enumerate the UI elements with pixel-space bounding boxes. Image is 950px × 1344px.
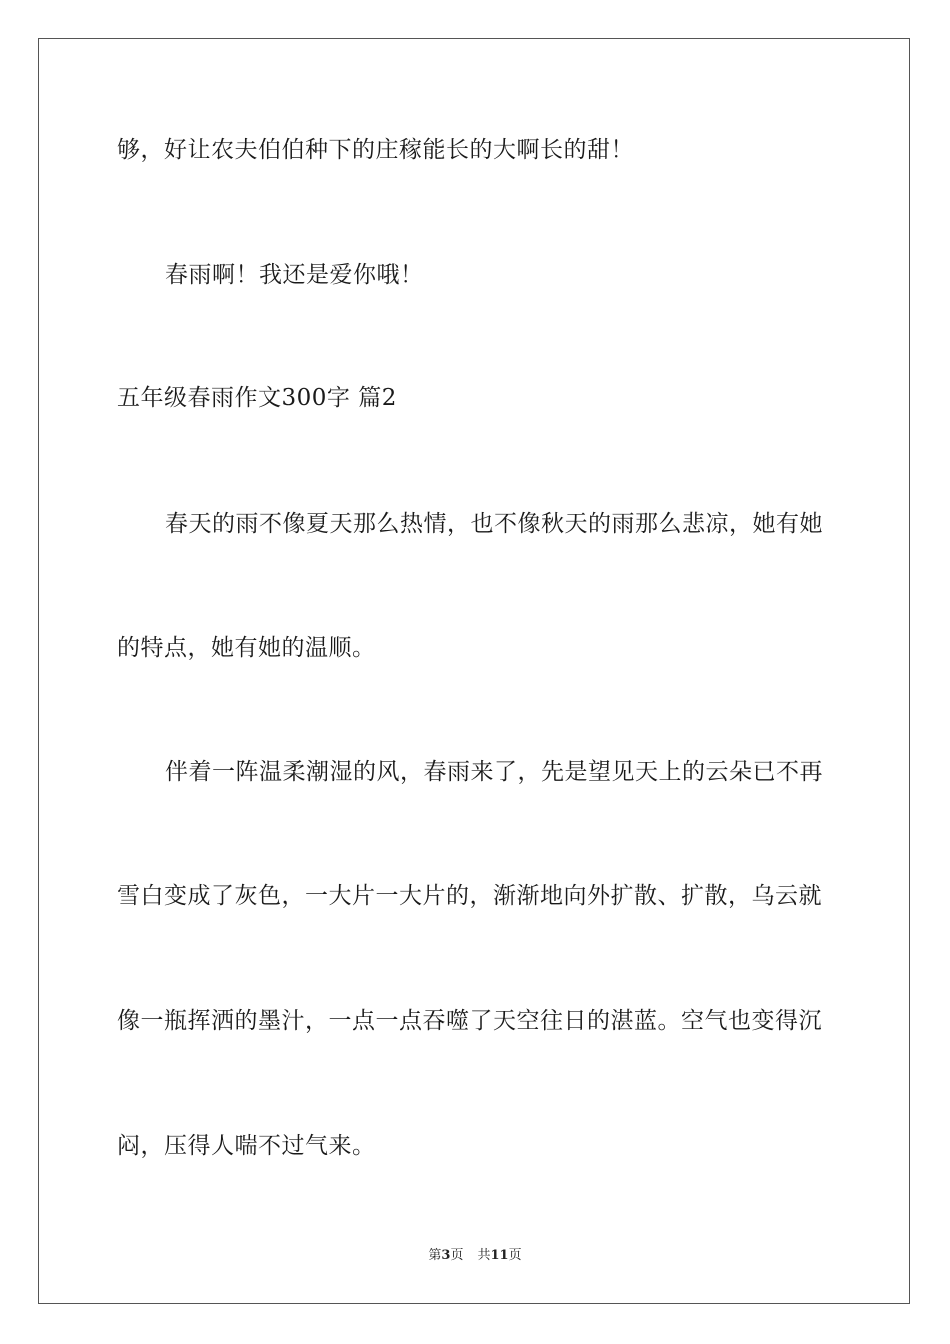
paragraph-line: 的特点，她有她的温顺。 <box>117 635 376 661</box>
total-prefix: 共 <box>477 1248 491 1263</box>
paragraph-line: 像一瓶挥洒的墨汁，一点一点吞噬了天空往日的湛蓝。空气也变得沉 <box>117 1008 822 1034</box>
paragraph-line: 闷，压得人喘不过气来。 <box>117 1133 376 1159</box>
paragraph-line: 够，好让农夫伯伯种下的庄稼能长的大啊长的甜！ <box>117 137 634 163</box>
page-number: 3 <box>441 1248 451 1263</box>
page-border <box>38 38 910 1304</box>
paragraph-line: 春天的雨不像夏天那么热情，也不像秋天的雨那么悲凉，她有她 <box>165 511 823 537</box>
paragraph-line: 春雨啊！我还是爱你哦！ <box>165 262 424 288</box>
page-suffix: 页 <box>450 1248 464 1263</box>
paragraph-line: 雪白变成了灰色，一大片一大片的，渐渐地向外扩散、扩散，乌云就 <box>117 883 822 909</box>
section-heading: 五年级春雨作文300字 篇2 <box>117 385 397 411</box>
total-pages: 11 <box>490 1248 509 1263</box>
page-prefix: 第 <box>428 1248 442 1263</box>
page-footer <box>0 1247 950 1265</box>
paragraph-line: 伴着一阵温柔潮湿的风，春雨来了，先是望见天上的云朵已不再 <box>165 759 823 785</box>
total-suffix: 页 <box>508 1248 522 1263</box>
